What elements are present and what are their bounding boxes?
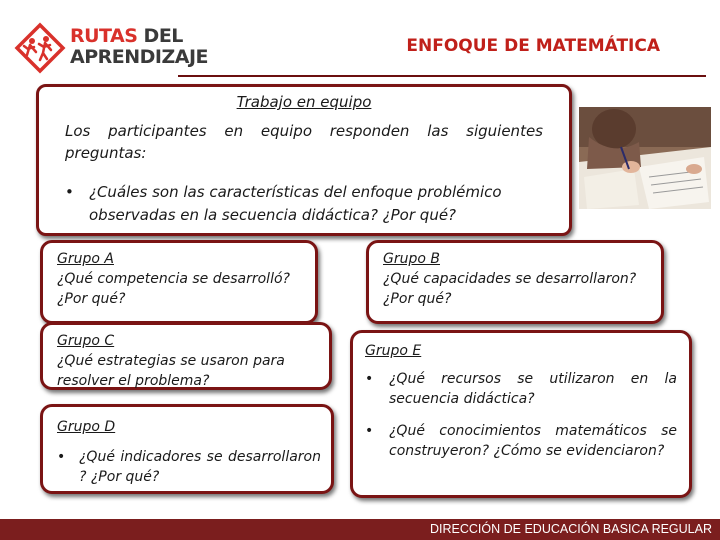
group-d-bullet [57, 447, 321, 487]
footer-bar [0, 519, 720, 540]
logo-word-rutas: RUTAS [70, 25, 138, 47]
group-a-box [40, 240, 318, 324]
group-b-name: Grupo B [383, 251, 440, 267]
main-bullet [65, 181, 545, 227]
bullet-icon: • [365, 423, 374, 439]
group-d-name: Grupo D [57, 419, 116, 435]
title-divider [178, 75, 706, 77]
main-paragraph: Los participantes en equipo responden las siguientes preguntas: [65, 122, 543, 162]
group-e-name: Grupo E [365, 343, 422, 359]
bullet-icon: • [57, 449, 66, 465]
logo-emblem-icon [14, 22, 66, 74]
group-c-box [40, 322, 332, 390]
logo-word-aprendizaje: APRENDIZAJE [70, 46, 209, 68]
group-b-text: ¿Qué capacidades se desarrollaron? ¿Por qué? [383, 271, 637, 307]
logo [14, 20, 209, 78]
main-bullet-text: ¿Cuáles son las características del enfoque problémico observadas en la secuencia didáctica? ¿Por qué? [89, 183, 502, 224]
main-instructions-box [36, 84, 572, 236]
group-e-bullet-2-text: ¿Qué conocimientos matemáticos se construyeron? ¿Cómo se evidenciaron? [389, 423, 677, 459]
bullet-icon: • [65, 183, 74, 201]
group-d-bullet-text: ¿Qué indicadores se desarrollaron ? ¿Por qué? [79, 449, 321, 485]
group-e-bullet-1-text: ¿Qué recursos se utilizaron en la secuencia didáctica? [389, 371, 677, 407]
group-d-box [40, 404, 334, 494]
group-c-name: Grupo C [57, 333, 115, 349]
logo-wordmark [70, 26, 208, 68]
group-a-name: Grupo A [57, 251, 114, 267]
group-a-text: ¿Qué competencia se desarrolló? ¿Por qué? [57, 271, 290, 307]
group-b-box [366, 240, 664, 324]
bullet-icon: • [365, 371, 374, 387]
footer-text: DIRECCIÓN DE EDUCACIÓN BASICA REGULAR [430, 522, 712, 536]
page-title: ENFOQUE DE MATEMÁTICA [406, 36, 660, 56]
main-heading: Trabajo en equipo [236, 93, 372, 111]
group-e-bullet-2 [365, 421, 677, 461]
group-c-text: ¿Qué estrategias se usaron para resolver el problema? [57, 353, 285, 389]
group-e-bullet-1 [365, 369, 677, 409]
group-e-box [350, 330, 692, 498]
teamwork-photo [579, 107, 711, 209]
logo-word-del: DEL [137, 25, 183, 47]
